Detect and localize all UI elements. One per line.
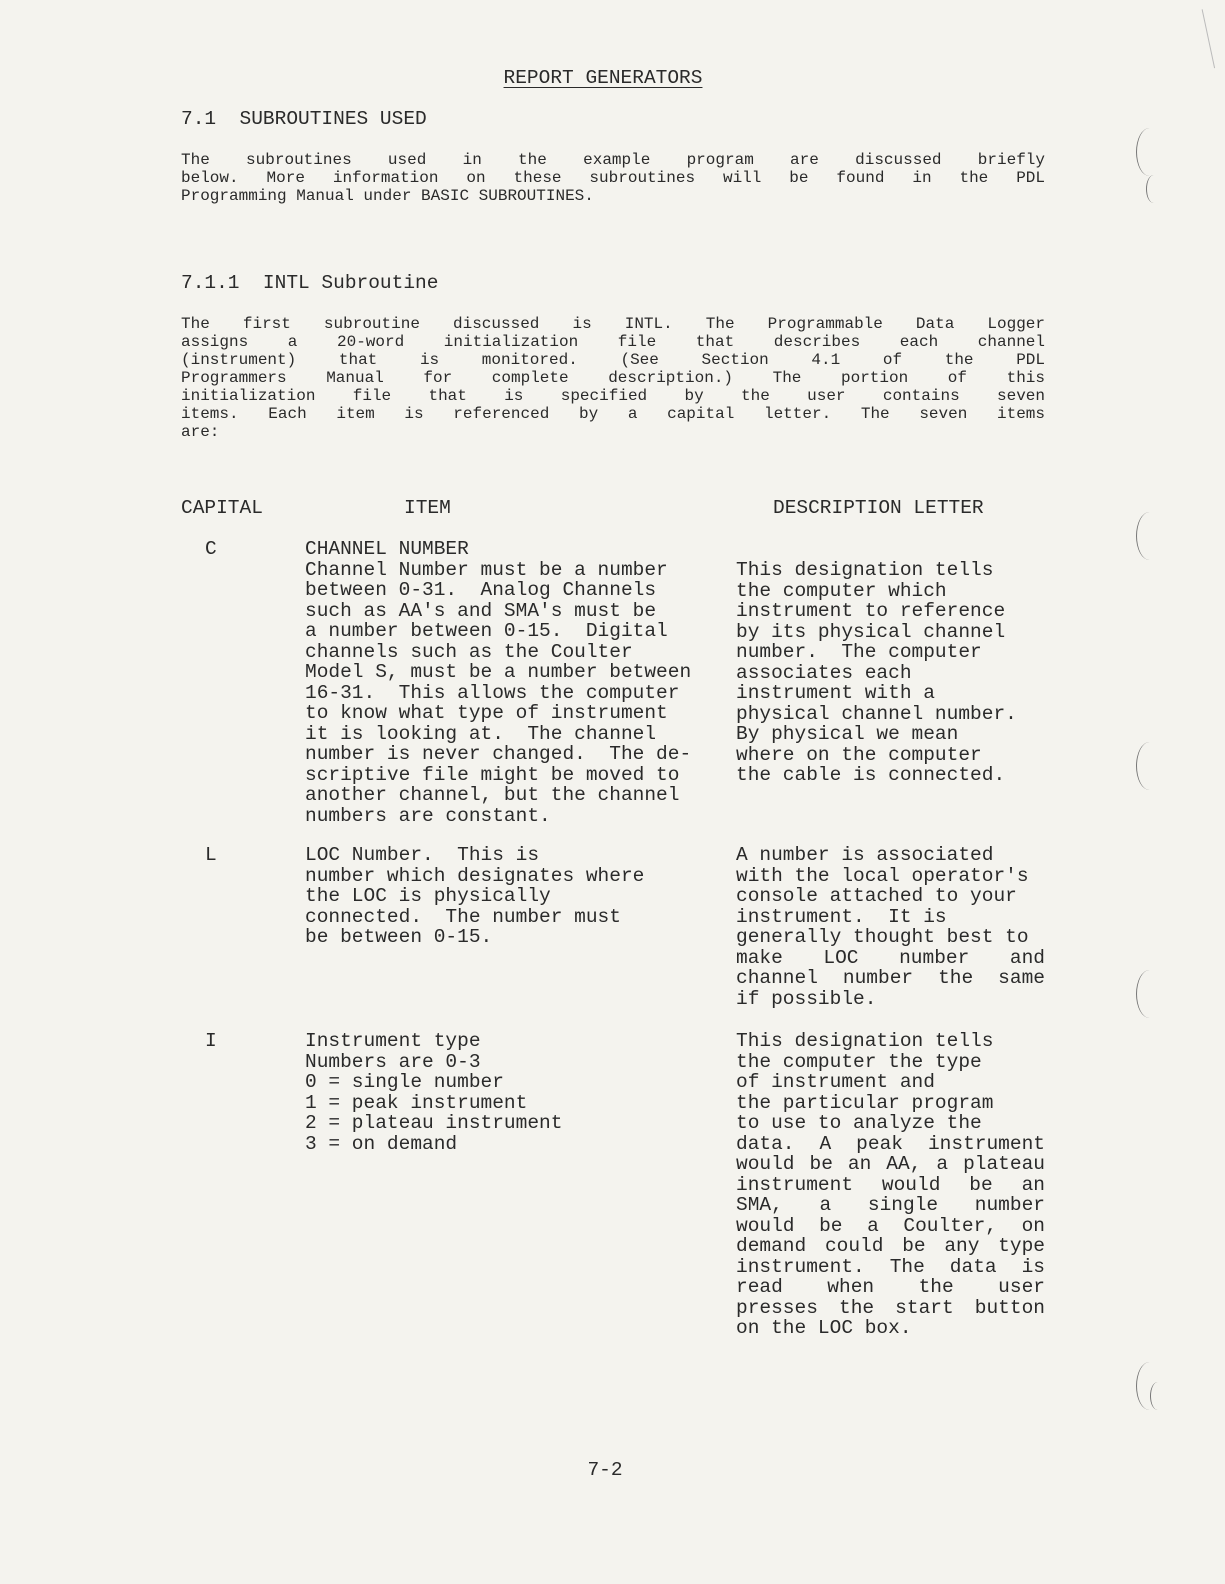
row-letter-l: L xyxy=(205,844,217,866)
section-7-1-1-paragraph xyxy=(181,315,1045,441)
desc-line: demand could be any type xyxy=(736,1235,1045,1257)
section-7-1-paragraph xyxy=(181,151,1045,205)
paragraph-line: Programming Manual under BASIC SUBROUTINES. xyxy=(181,187,594,205)
desc-line: presses the start button xyxy=(736,1296,1045,1319)
item-line: 16-31. This allows the computer xyxy=(305,681,680,704)
desc-line: SMA, a single number xyxy=(736,1194,1045,1216)
desc-line: would be an AA, a plateau xyxy=(736,1153,1045,1175)
paragraph-line: The subroutines used in the example program are discussed briefly xyxy=(181,151,1045,169)
punch-hole-mark xyxy=(1136,742,1163,790)
desc-line: where on the computer xyxy=(736,743,982,766)
row-desc-c xyxy=(736,560,1045,786)
item-line: another channel, but the channel xyxy=(305,784,680,806)
item-line: to know what type of instrument xyxy=(305,702,668,724)
page-edge-mark xyxy=(1190,9,1215,70)
item-line: Channel Number must be a number xyxy=(305,558,668,581)
desc-line: on the LOC box. xyxy=(736,1317,912,1339)
item-line: channels such as the Coulter xyxy=(305,640,633,663)
desc-line: associates each xyxy=(736,661,912,684)
item-line: CHANNEL NUMBER xyxy=(305,538,469,560)
item-line: numbers are constant. xyxy=(305,804,551,827)
desc-line: By physical we mean xyxy=(736,723,959,745)
page-header-title: REPORT GENERATORS xyxy=(503,67,703,89)
desc-line: read when the user xyxy=(736,1276,1045,1298)
item-line: Model S, must be a number between xyxy=(305,661,692,683)
item-line: Numbers are 0-3 xyxy=(305,1050,481,1073)
punch-hole-mark xyxy=(1136,128,1163,176)
item-line: the LOC is physically xyxy=(305,885,551,907)
desc-line: by its physical channel xyxy=(736,620,1006,643)
desc-line: instrument with a xyxy=(736,682,935,704)
item-line: a number between 0-15. Digital xyxy=(305,620,668,642)
row-letter-i: I xyxy=(205,1030,217,1052)
desc-line: to use to analyze the xyxy=(736,1112,982,1134)
desc-line: the cable is connected. xyxy=(736,764,1006,786)
paragraph-line: are: xyxy=(181,423,220,441)
paragraph-line: initialization file that is specified by the user contains seven xyxy=(181,387,1045,405)
row-letter-c: C xyxy=(205,538,217,560)
paragraph-line: The first subroutine discussed is INTL. The Programmable Data Logger xyxy=(181,315,1045,333)
item-line: be between 0-15. xyxy=(305,926,493,948)
desc-line: This designation tells xyxy=(736,1030,994,1052)
item-line: 3 = on demand xyxy=(305,1132,458,1155)
row-item-c xyxy=(305,539,715,826)
desc-line: generally thought best to xyxy=(736,926,1029,948)
desc-line: instrument. The data is xyxy=(736,1255,1045,1278)
item-line: 0 = single number xyxy=(305,1071,504,1093)
item-line: LOC Number. This is xyxy=(305,844,540,866)
desc-line: if possible. xyxy=(736,987,877,1010)
desc-line: data. A peak instrument xyxy=(736,1132,1045,1155)
row-desc-l xyxy=(736,845,1045,1009)
punch-hole-mark xyxy=(1150,1382,1165,1410)
item-line: between 0-31. Analog Channels xyxy=(305,579,657,601)
desc-line: instrument would be an xyxy=(736,1173,1045,1196)
table-header-capital: CAPITAL xyxy=(181,497,263,519)
item-line: 1 = peak instrument xyxy=(305,1091,528,1114)
punch-hole-mark xyxy=(1136,970,1163,1018)
item-line: connected. The number must xyxy=(305,905,621,928)
desc-line: number. The computer xyxy=(736,641,982,663)
section-7-1-heading: 7.1 SUBROUTINES USED xyxy=(181,108,427,130)
desc-line: with the local operator's xyxy=(736,864,1029,887)
desc-line: the particular program xyxy=(736,1091,994,1114)
punch-hole-mark xyxy=(1146,175,1161,203)
paragraph-line: below. More information on these subroutines will be found in the PDL xyxy=(181,169,1045,187)
desc-line: the computer which xyxy=(736,579,947,602)
paragraph-line: (instrument) that is monitored. (See Section 4.1 of the PDL xyxy=(181,351,1045,369)
desc-line: console attached to your xyxy=(736,885,1017,907)
paragraph-line: items. Each item is referenced by a capital letter. The seven items xyxy=(181,405,1045,423)
desc-line: instrument to reference xyxy=(736,600,1006,622)
desc-line: the computer the type xyxy=(736,1050,982,1073)
table-header-description: DESCRIPTION LETTER xyxy=(773,497,984,519)
desc-line: A number is associated xyxy=(736,844,994,866)
row-desc-i xyxy=(736,1031,1045,1339)
item-line: Instrument type xyxy=(305,1030,481,1052)
desc-line: of instrument and xyxy=(736,1071,935,1093)
paragraph-line: assigns a 20-word initialization file that describes each channel xyxy=(181,333,1045,351)
row-item-i xyxy=(305,1031,715,1154)
desc-line: physical channel number. xyxy=(736,702,1017,725)
table-header-item: ITEM xyxy=(404,497,451,519)
punch-hole-mark xyxy=(1136,512,1163,560)
desc-line: This designation tells xyxy=(736,559,994,581)
item-line: number which designates where xyxy=(305,864,645,887)
section-7-1-1-heading: 7.1.1 INTL Subroutine xyxy=(181,272,439,294)
desc-line: would be a Coulter, on xyxy=(736,1214,1045,1237)
item-line: number is never changed. The de- xyxy=(305,743,692,765)
desc-line: channel number the same xyxy=(736,967,1045,989)
item-line: such as AA's and SMA's must be xyxy=(305,599,657,622)
item-line: scriptive file might be moved to xyxy=(305,763,680,786)
paragraph-line: Programmers Manual for complete description.) The portion of this xyxy=(181,369,1045,387)
item-line: it is looking at. The channel xyxy=(305,722,657,745)
desc-line: make LOC number and xyxy=(736,946,1045,969)
page-number: 7-2 xyxy=(587,1459,623,1481)
row-item-l xyxy=(305,845,715,948)
item-line: 2 = plateau instrument xyxy=(305,1112,563,1134)
desc-line: instrument. It is xyxy=(736,905,947,928)
